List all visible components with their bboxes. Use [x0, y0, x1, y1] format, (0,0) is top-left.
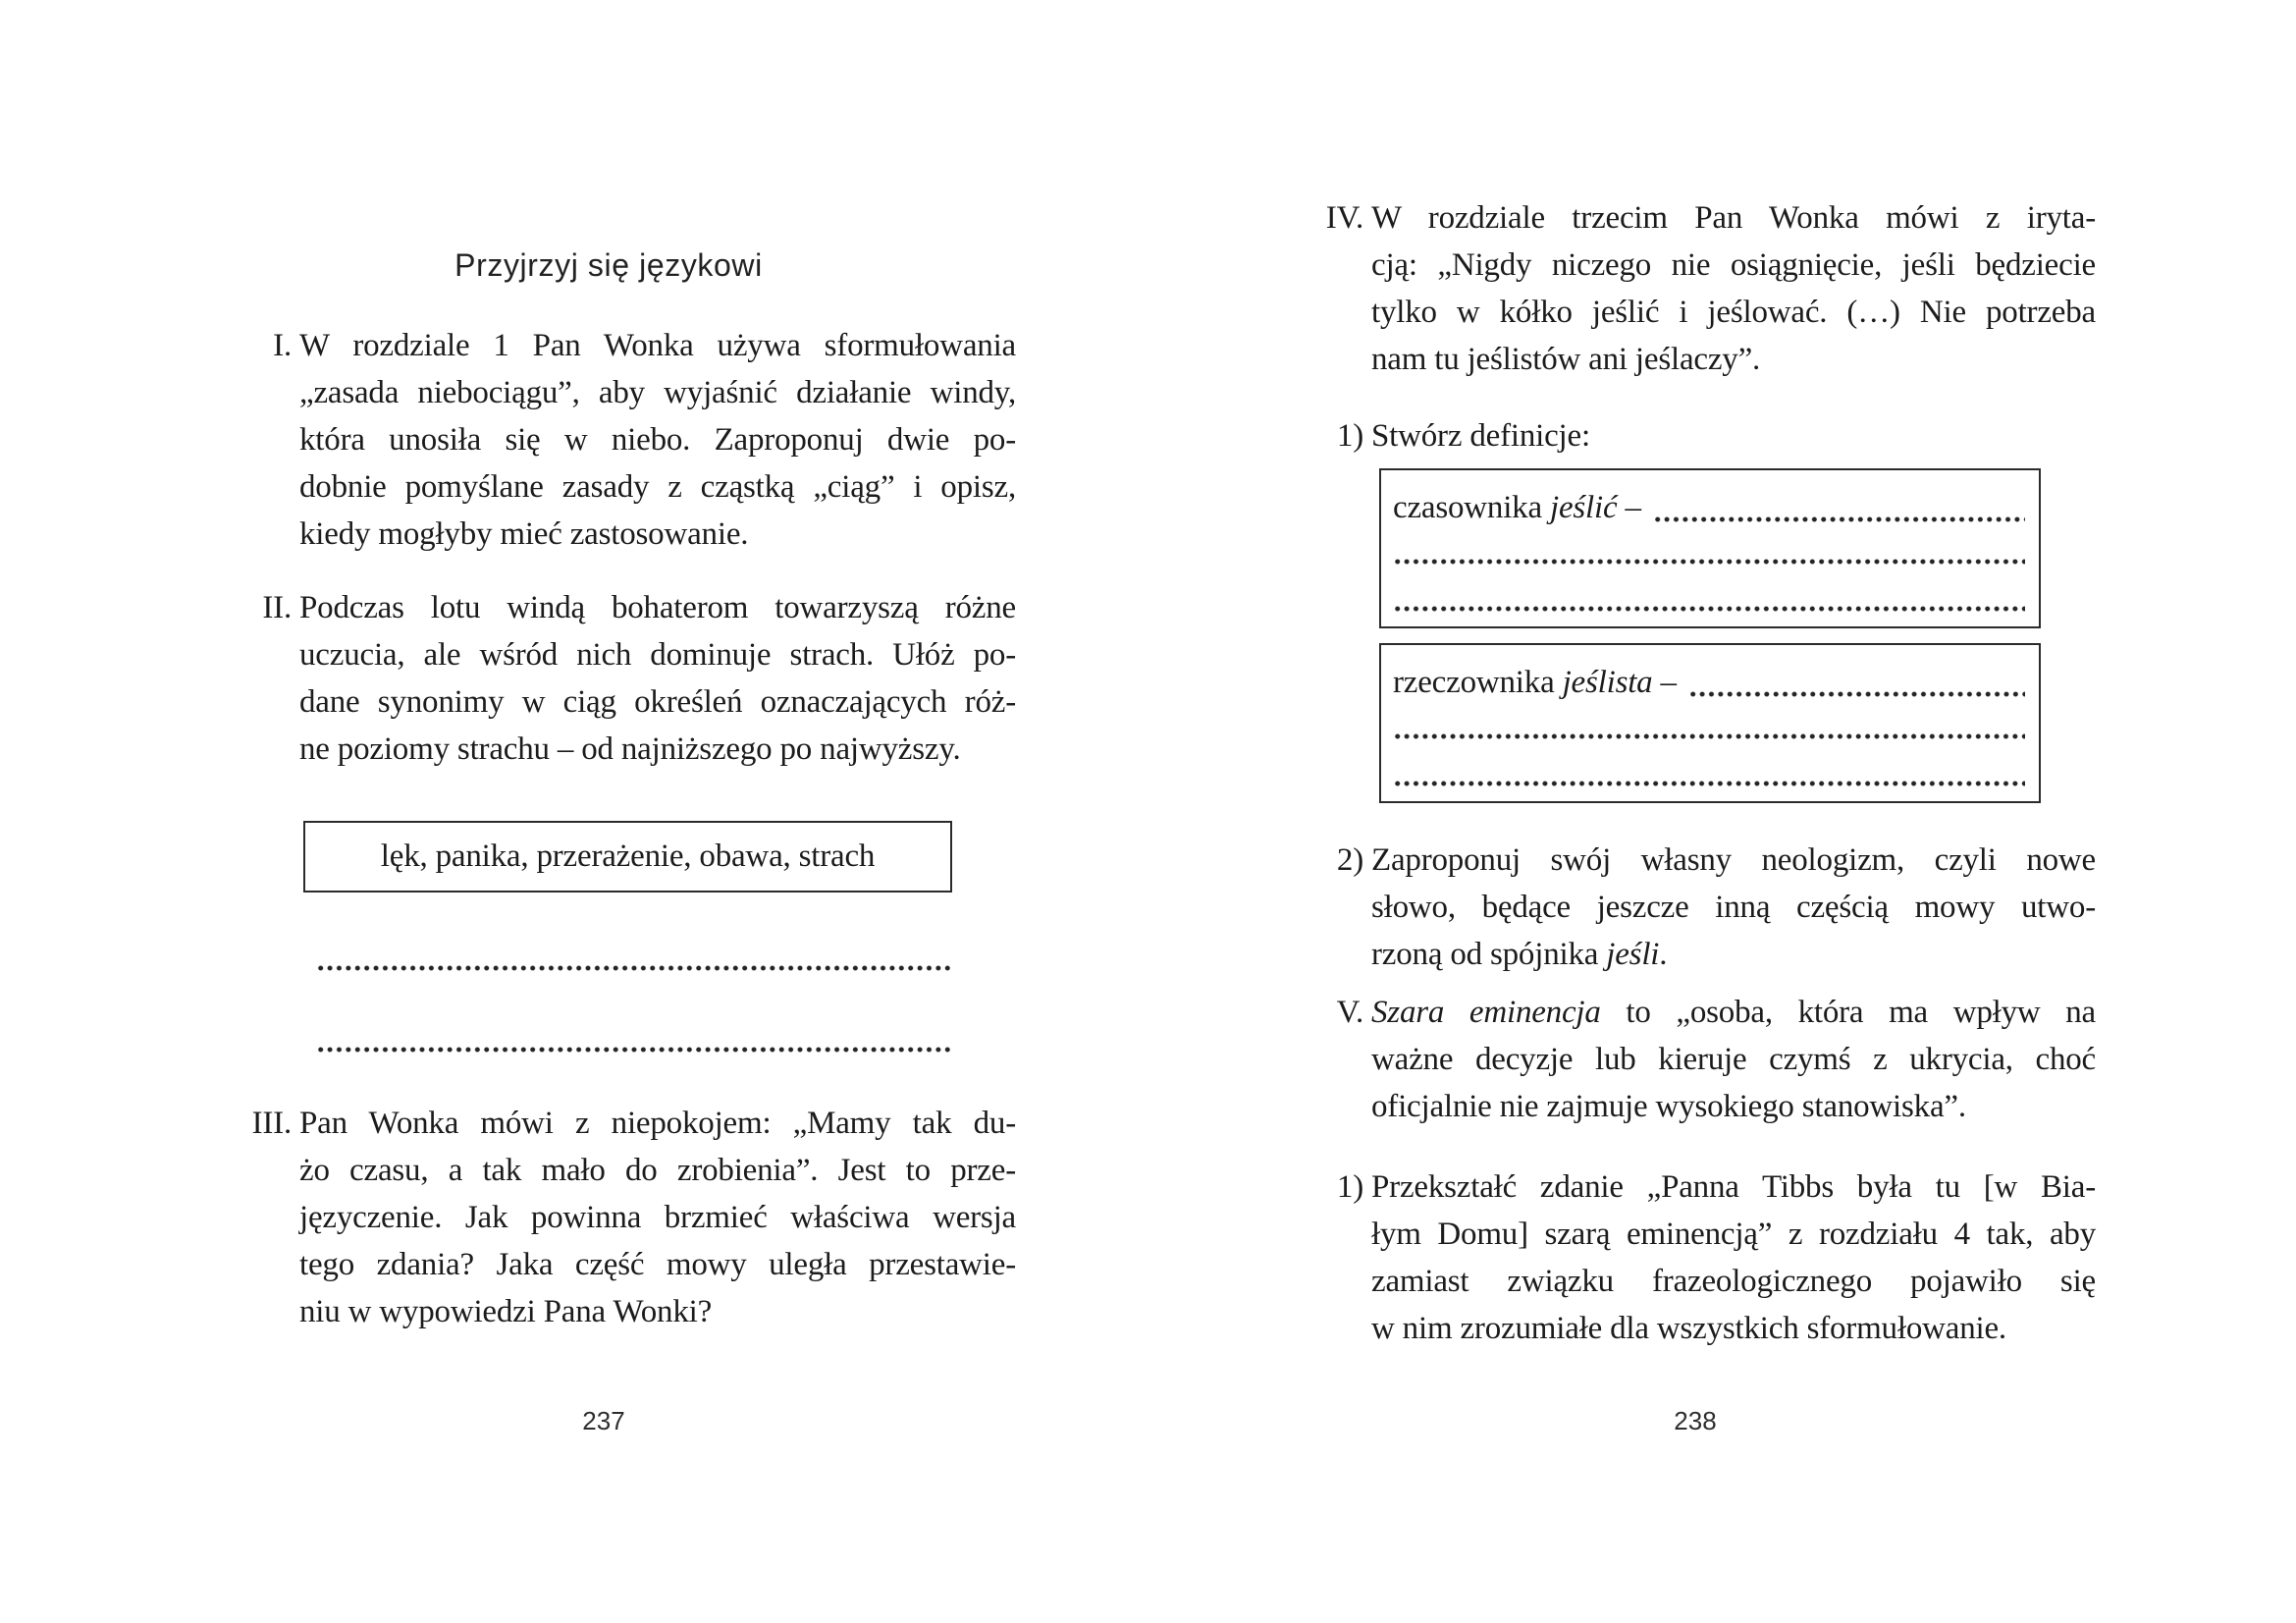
- definition-term: jeślista: [1562, 665, 1653, 700]
- text-line: kiedy mogłyby mieć zastosowanie.: [299, 516, 749, 552]
- exercise-item-1: [216, 322, 1016, 558]
- text-line: żo czasu, a tak mało do zrobienia”. Jest to prze-: [299, 1153, 1016, 1188]
- answer-dotted-line: [1653, 516, 2025, 522]
- page-number-right: 238: [1674, 1406, 1717, 1435]
- text-line: języczenie. Jak powinna brzmieć właściwa wersja: [299, 1200, 1016, 1235]
- text-line: nam tu jeślistów ani jeślaczy”.: [1371, 342, 1761, 377]
- text-line: dobnie pomyślane zasady z cząstką „ciąg” i opisz,: [299, 469, 1016, 505]
- line-segment-italic: jeśli: [1606, 937, 1660, 972]
- text-line: niu w wypowiedzi Pana Wonki?: [299, 1294, 713, 1329]
- page-number-left: 237: [582, 1406, 625, 1435]
- item-text: [299, 1100, 1016, 1335]
- item-marker: 2): [1336, 842, 1363, 878]
- item-text: [1371, 412, 2096, 460]
- answer-dotted-line: [316, 1047, 951, 1053]
- synonyms-box-text: lęk, panika, przerażenie, obawa, strach: [380, 839, 876, 874]
- text-line: ne poziomy strachu – od najniższego po najwyższy.: [299, 731, 961, 767]
- text-line: [1371, 931, 2096, 978]
- text-line: oficjalnie nie zajmuje wysokiego stanowiska”.: [1371, 1089, 1966, 1124]
- text-line: ważne decyzje lub kieruje czymś z ukrycia, choć: [1371, 1042, 2096, 1077]
- definition-box-verb: [1379, 468, 2041, 628]
- answer-dotted-line: [1393, 781, 2025, 786]
- text-line: Pan Wonka mówi z niepokojem: „Mamy tak du-: [299, 1106, 1016, 1141]
- text-line: uczucia, ale wśród nich dominuje strach. Ułóż po-: [299, 637, 1016, 673]
- section-heading: Przyjrzyj się językowi: [454, 247, 763, 283]
- definition-term: jeślić: [1549, 490, 1618, 525]
- text-line: Przekształć zdanie „Panna Tibbs była tu [w Bia-: [1371, 1169, 2096, 1205]
- item-marker: II.: [262, 590, 292, 625]
- definition-label: [1393, 659, 2025, 706]
- text-line: Podczas lotu windą bohaterom towarzyszą różne: [299, 590, 1016, 625]
- answer-dotted-line: [1393, 606, 2025, 612]
- exercise-item-5: [1288, 989, 2096, 1130]
- definition-label: [1393, 484, 2025, 531]
- sub-item-1-create-definitions: [1288, 412, 2096, 460]
- text-line: zamiast związku frazeologicznego pojawiło się: [1371, 1264, 2096, 1299]
- item-text: [299, 322, 1016, 558]
- text-line: Zaproponuj swój własny neologizm, czyli nowe: [1371, 842, 2096, 878]
- item-marker: 1): [1336, 1169, 1363, 1205]
- line-segment: .: [1659, 937, 1668, 972]
- answer-row: [1393, 531, 2025, 578]
- answer-dotted-line: [1688, 691, 2025, 697]
- text-line: łym Domu] szarą eminencją” z rozdziału 4 tak, aby: [1371, 1217, 2096, 1252]
- text-line: cją: „Nigdy niczego nie osiągnięcie, jeśli będziecie: [1371, 247, 2096, 283]
- answer-row: [1393, 578, 2025, 625]
- item-text: [1371, 194, 2096, 383]
- item-text: [1371, 989, 2096, 1130]
- item-text: [1371, 837, 2096, 978]
- answer-dotted-line: [1393, 733, 2025, 739]
- exercise-item-4: [1288, 194, 2096, 383]
- text-line: słowo, będące jeszcze inną częścią mowy utwo-: [1371, 890, 2096, 925]
- definition-prefix: czasownika: [1393, 490, 1550, 525]
- text-line: Stwórz definicje:: [1371, 418, 1590, 454]
- line-segment-italic: Szara eminencja: [1371, 995, 1601, 1030]
- text-line: tylko w kółko jeślić i jeślować. (…) Nie potrzeba: [1371, 295, 2096, 330]
- line-segment: rzoną od spójnika: [1371, 937, 1607, 972]
- text-line: „zasada niebociągu”, aby wyjaśnić działanie windy,: [299, 375, 1016, 410]
- item-marker: III.: [251, 1106, 292, 1141]
- definition-dash: –: [1617, 490, 1649, 525]
- sub-item-2-neologism: [1288, 837, 2096, 978]
- line-segment: to „osoba, która ma wpływ na: [1600, 995, 2096, 1030]
- item-marker: I.: [273, 328, 292, 363]
- exercise-item-3: [216, 1100, 1016, 1335]
- definition-prefix: rzeczownika: [1393, 665, 1563, 700]
- item-text: [299, 584, 1016, 773]
- answer-dotted-line: [316, 965, 951, 971]
- item-marker: IV.: [1325, 200, 1363, 236]
- text-line: dane synonimy w ciąg określeń oznaczających róż-: [299, 684, 1016, 720]
- sub-item-1-transform-sentence: [1288, 1163, 2096, 1352]
- exercise-item-2: [216, 584, 1016, 773]
- text-line: W rozdziale trzecim Pan Wonka mówi z iryta-: [1371, 200, 2096, 236]
- text-line: która unosiła się w niebo. Zaproponuj dwie po-: [299, 422, 1016, 458]
- item-text: [1371, 1163, 2096, 1352]
- answer-dotted-line: [1393, 559, 2025, 565]
- answer-row: [1393, 706, 2025, 753]
- answer-row: [1393, 753, 2025, 800]
- definition-box-noun: [1379, 643, 2041, 803]
- item-marker: V.: [1336, 995, 1363, 1030]
- text-line: w nim zrozumiałe dla wszystkich sformułowanie.: [1371, 1311, 2006, 1346]
- item-marker: 1): [1336, 418, 1363, 454]
- text-line: tego zdania? Jaka część mowy uległa przestawie-: [299, 1247, 1016, 1282]
- text-line: [1371, 989, 2096, 1036]
- synonyms-box: [303, 821, 952, 893]
- definition-dash: –: [1652, 665, 1684, 700]
- text-line: W rozdziale 1 Pan Wonka używa sformułowania: [299, 328, 1016, 363]
